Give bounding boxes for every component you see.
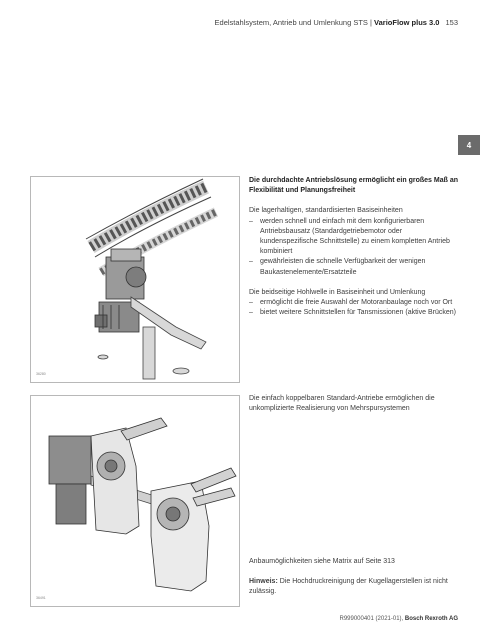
list-item: – werden schnell und einfach mit dem konfigurierbaren Antriebsbausatz (Standardgetriebemotor oder kundenspezifische Schnittstelle) zu einem kompletten Antrieb kombiniert xyxy=(249,217,459,258)
list-item: – bietet weitere Schnittstellen für Tansmissionen (aktive Brücken) xyxy=(249,308,459,318)
figure-drive-unit xyxy=(30,176,240,383)
section-heading: Die durchdachte Antriebslösung ermöglicht ein großes Maß an Flexibilität und Planungsfreiheit xyxy=(249,177,458,195)
first-drive-unit-drawing xyxy=(49,418,167,534)
hint-paragraph xyxy=(249,577,459,597)
multi-track-illustration xyxy=(31,396,239,606)
page-number: 153 xyxy=(445,18,458,27)
list-item: – ermöglicht die freie Auswahl der Motoranbaulage noch vor Ort xyxy=(249,298,459,308)
hollow-shaft-list xyxy=(249,298,459,318)
second-drive-unit-drawing xyxy=(151,468,236,591)
section-notes xyxy=(249,557,459,598)
hint-text: Die Hochdruckreinigung der Kugellagerstellen ist nicht zulässig. xyxy=(249,578,448,596)
matrix-reference: Anbaumöglichkeiten siehe Matrix auf Seite 313 xyxy=(249,558,395,565)
hint-label: Hinweis: xyxy=(249,578,278,586)
conveyor-chain-drawing xyxy=(86,179,216,272)
list-item: – gewährleisten die schnelle Verfügbarkeit der wenigen Baukastenelemente/Ersatzteile xyxy=(249,257,459,277)
chapter-tab: 4 xyxy=(458,135,480,155)
footer-company: Bosch Rexroth AG xyxy=(404,616,458,622)
figure-id: 36280 xyxy=(36,372,46,376)
header-title: Edelstahlsystem, Antrieb und Umlenkung STS | xyxy=(214,18,375,27)
drive-unit-illustration xyxy=(31,177,239,382)
page-footer xyxy=(339,616,458,622)
paragraph-intro-hollow-shaft: Die beidseitige Hohlwelle in Basiseinheit und Umlenkung xyxy=(249,288,426,296)
header-brand: VarioFlow plus 3.0 xyxy=(374,18,440,27)
figure-id: 36491 xyxy=(36,596,46,600)
multi-track-paragraph: Die einfach koppelbaren Standard-Antriebe ermöglichen die unkomplizierte Realisierung von Mehrspursystemen xyxy=(249,395,435,413)
figure-multi-track xyxy=(30,395,240,607)
base-units-list xyxy=(249,217,459,278)
paragraph-intro-base-units: Die lagerhaltigen, standardisierten Basiseinheiten xyxy=(249,207,403,215)
footer-doc: R999000401 (2021-01), xyxy=(339,616,405,622)
section-drive-description xyxy=(249,176,459,318)
gearbox-drawing xyxy=(106,249,146,299)
page-header xyxy=(215,18,458,27)
section-multi-track xyxy=(249,394,459,414)
